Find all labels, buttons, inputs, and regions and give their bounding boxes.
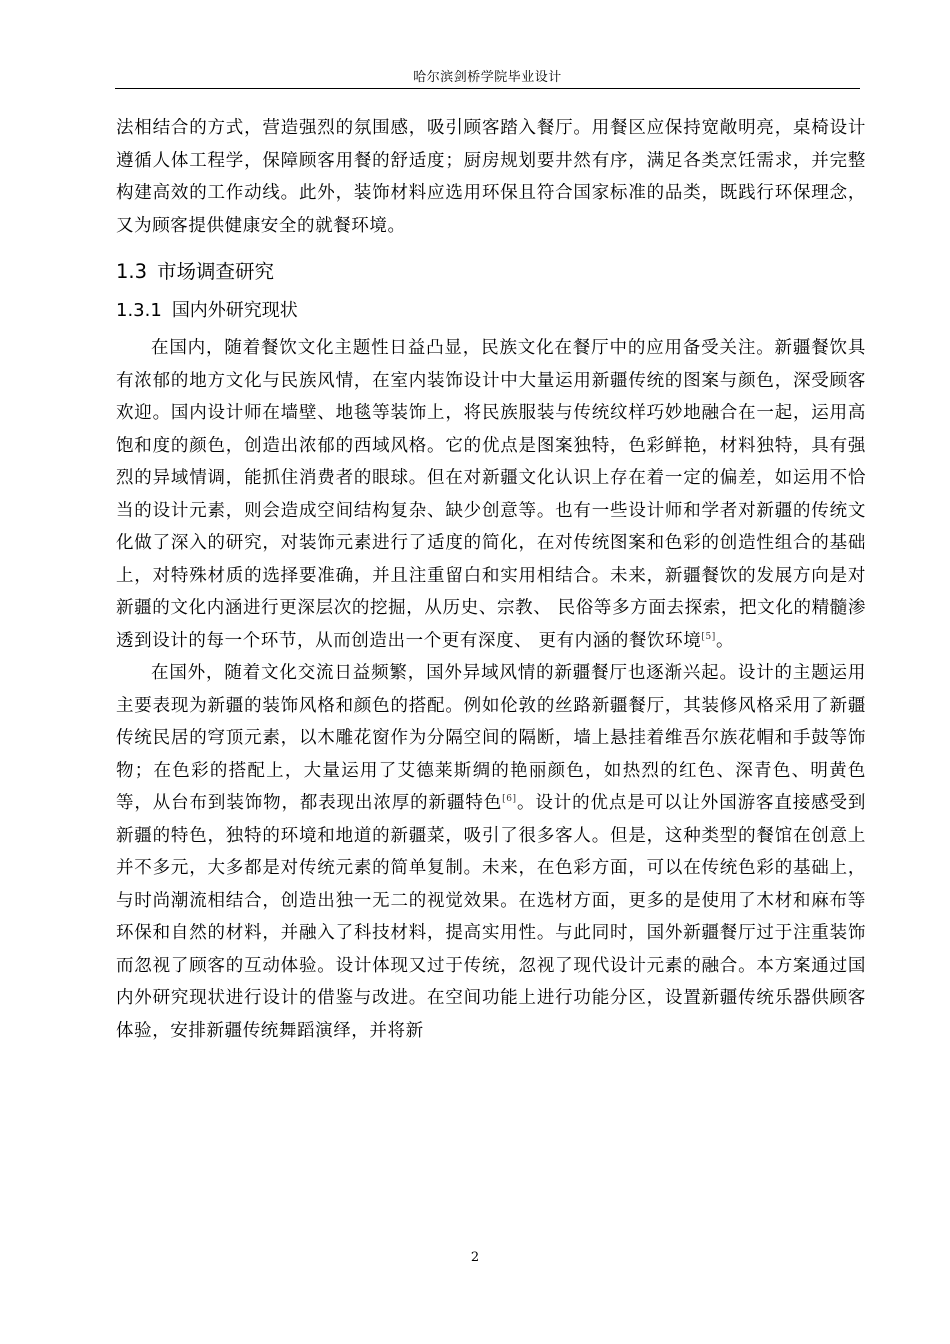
paragraph-intro: 法相结合的方式，营造强烈的氛围感，吸引顾客踏入餐厅。用餐区应保持宽敞明亮，桌椅设计遵循人体工程学，保障顾客用餐的舒适度；厨房规划要井然有序，满足各类烹饪需求，并完整构建高效的工作动线。此外，装饰材料应选用环保且符合国家标准的品类，既践行环保理念，又为顾客提供健康安全的就餐环境。 [116, 118, 866, 236]
citation-6[interactable]: [6] [502, 794, 517, 805]
page-body [116, 112, 866, 1047]
section-number: 1.3 [116, 260, 148, 283]
paragraph-domestic-tail: 。 [715, 630, 735, 651]
section-title: 市场调查研究 [157, 260, 275, 283]
page-number: 2 [470, 1250, 480, 1265]
header-rule [115, 88, 860, 89]
subsection-heading [116, 292, 866, 330]
section-heading [116, 252, 866, 292]
citation-5[interactable]: [5] [701, 631, 716, 642]
paragraph-foreign [116, 657, 866, 1047]
paragraph-domestic [116, 332, 866, 657]
paragraph-foreign-text: 在国外，随着文化交流日益频繁，国外异域风情的新疆餐厅也逐渐兴起。设计的主题运用主要表现为新疆的装饰风格和颜色的搭配。例如伦敦的丝路新疆餐厅，其装修风格采用了新疆传统民居的穹顶元素，以木雕花窗作为分隔空间的隔断，墙上悬挂着维吾尔族花帽和手鼓等饰物；在色彩的搭配上，大量运用了艾德莱斯绸的艳丽颜色，如热烈的红色、深青色、明黄色等，从台布到装饰物，都表现出浓厚的新疆特色 [116, 663, 866, 813]
subsection-number: 1.3.1 [116, 300, 162, 321]
page-header: 哈尔滨剑桥学院毕业设计 [413, 70, 562, 85]
paragraph-foreign-tail: 。设计的优点是可以让外国游客直接感受到新疆的特色，独特的环境和地道的新疆菜，吸引了很多客人。但是，这种类型的餐馆在创意上并不多元，大多都是对传统元素的简单复制。未来，在色彩方面，可以在传统色彩的基础上，与时尚潮流相结合，创造出独一无二的视觉效果。在选材方面，更多的是使用了木材和麻布等环保和自然的材料，并融入了科技材料，提高实用性。与此同时，国外新疆餐厅过于注重装饰而忽视了顾客的互动体验。设计体现又过于传统，忽视了现代设计元素的融合。本方案通过国内外研究现状进行设计的借鉴与改进。在空间功能上进行功能分区，设置新疆传统乐器供顾客体验，安排新疆传统舞蹈演绎，并将新 [116, 793, 866, 1041]
paragraph-domestic-text: 在国内，随着餐饮文化主题性日益凸显，民族文化在餐厅中的应用备受关注。新疆餐饮具有浓郁的地方文化与民族风情，在室内装饰设计中大量运用新疆传统的图案与颜色，深受顾客欢迎。国内设计师在墙壁、地毯等装饰上，将民族服装与传统纹样巧妙地融合在一起，运用高饱和度的颜色，创造出浓郁的西域风格。它的优点是图案独特，色彩鲜艳，材料独特，具有强烈的异域情调，能抓住消费者的眼球。但在对新疆文化认识上存在着一定的偏差，如运用不恰当的设计元素，则会造成空间结构复杂、缺少创意等。也有一些设计师和学者对新疆的传统文化做了深入的研究，对装饰元素进行了适度的简化，在对传统图案和色彩的创造性组合的基础上，对特殊材质的选择要准确，并且注重留白和实用相结合。未来，新疆餐饮的发展方向是对新疆的文化内涵进行更深层次的挖掘，从历史、宗教、 民俗等多方面去探索，把文化的精髓渗透到设计的每一个环节，从而创造出一个更有深度、 更有内涵的餐饮环境 [116, 338, 866, 651]
subsection-title: 国内外研究现状 [171, 300, 298, 321]
